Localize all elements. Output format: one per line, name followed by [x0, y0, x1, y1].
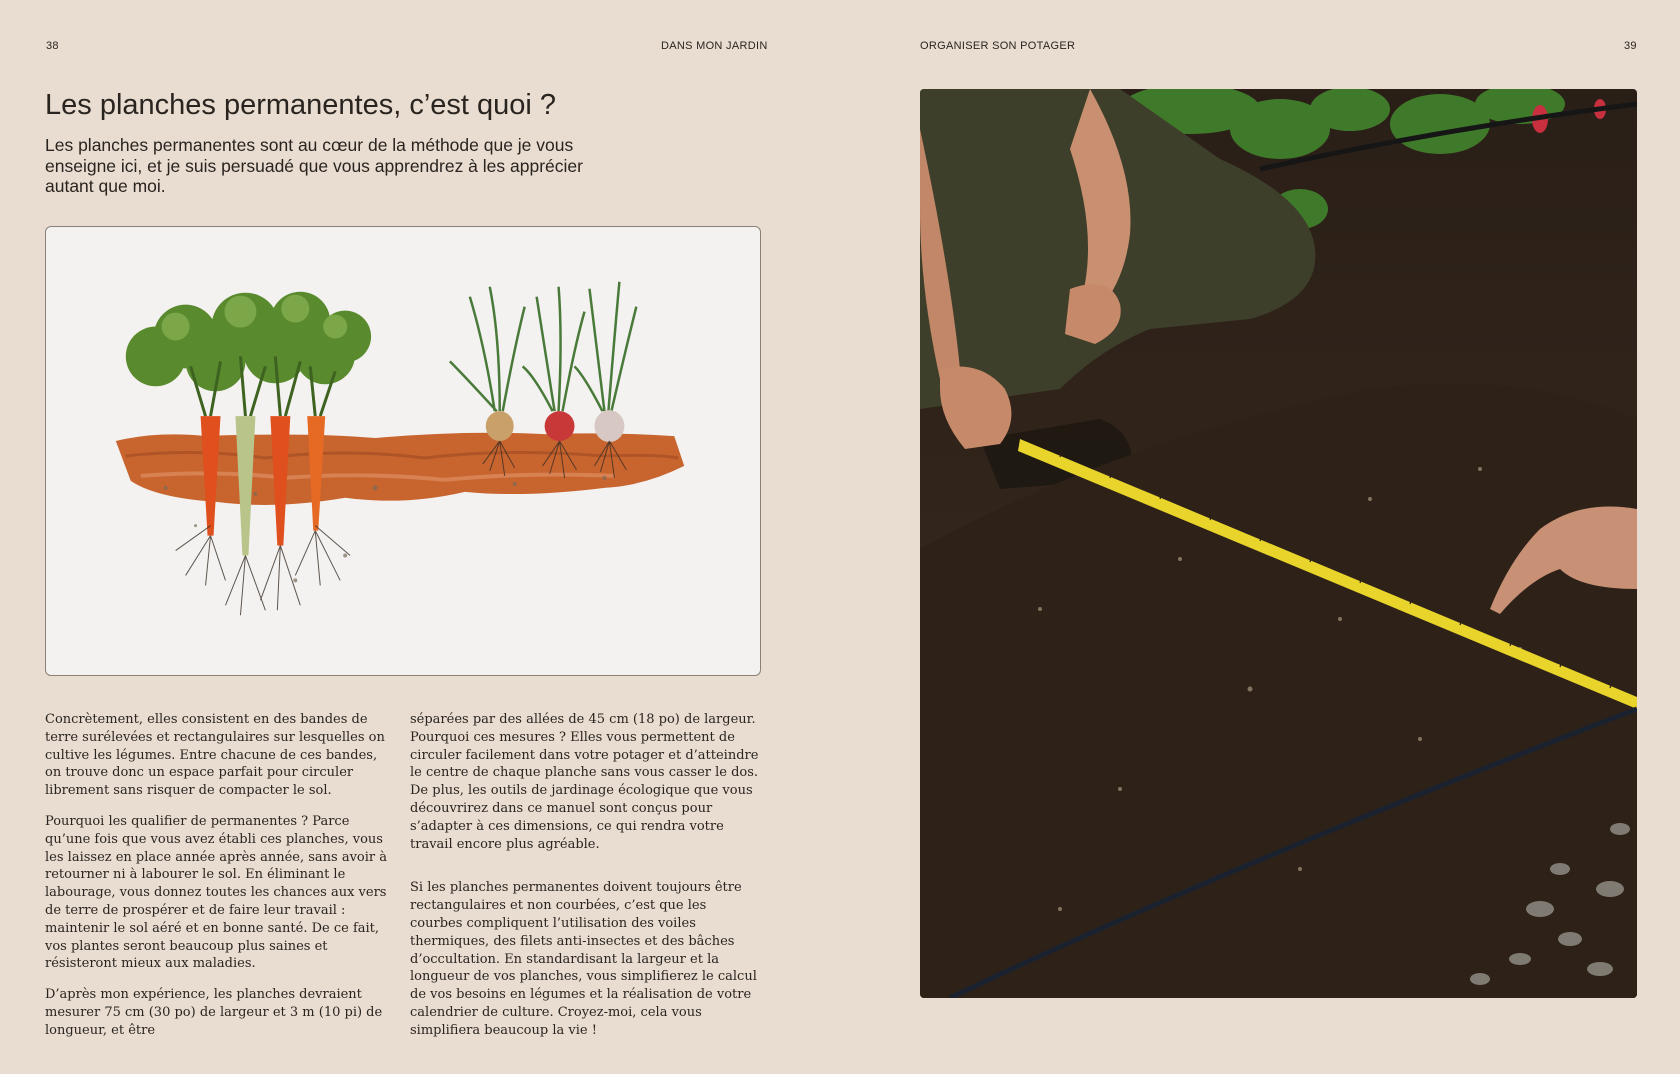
paragraph: séparées par des allées de 45 cm (18 po) de largeur. Pourquoi ces mesures ? Elles vous permettent de circuler facilement dans votre potager et d’atteindre le centre de chaque planche sans vous casser le dos. De plus, les outils de jardinage écologique que vous découvrirez dans ce manuel sont conçus pour s’adapter à ces dimensions, ce qui rendra votre travail encore plus agréable. [410, 712, 759, 852]
right-page-number: 39 [1624, 40, 1637, 52]
right-running-head: ORGANISER SON POTAGER [920, 40, 1076, 52]
page-bottom-edge [0, 1074, 1680, 1081]
paragraph: Pourquoi les qualifier de permanentes ? Parce qu’une fois que vous avez établi ces planches, vous les laissez en place année après année, sans avoir à retourner ni à labourer le sol. En éliminant le labourage, vous donnez toutes les chances aux vers de terre de prospérer et de faire leur travail : maintenir le sol aéré et en bonne santé. De ce fait, vos plantes seront beaucoup plus saines et résisteront mieux aux maladies. [45, 813, 387, 972]
vegetable-bed-illustration [45, 226, 761, 676]
paragraph: D’après mon expérience, les planches devraient mesurer 75 cm (30 po) de largeur et 3 m (10 pi) de longueur, et être [45, 987, 383, 1038]
garden-bed-measuring-photo [920, 89, 1637, 998]
article-title: Les planches permanentes, c’est quoi ? [45, 89, 557, 121]
soil-band [116, 433, 684, 505]
body-column-left [45, 711, 395, 1053]
paragraph: Si les planches permanentes doivent toujours être rectangulaires et non courbées, c’est que les courbes compliquent l’utilisation des voiles thermiques, des filets anti-insectes et des bâches d’occultation. En standardisant la largeur et la longueur de vos planches, vous simplifierez le calcul de vos besoins en légumes et la réalisation de votre calendrier de culture. Croyez-moi, cela vous simplifiera beaucoup la vie ! [410, 880, 757, 1038]
body-column-right [410, 711, 760, 1053]
left-running-head: DANS MON JARDIN [661, 40, 768, 52]
article-lede: Les planches permanentes sont au cœur de la méthode que je vous enseigne ici, et je suis persuadé que vous apprendrez à les apprécier autant que moi. [45, 135, 583, 196]
allium-leaves [450, 282, 636, 411]
allium-bulbs [486, 410, 625, 442]
left-page-number: 38 [46, 40, 59, 52]
paragraph: Concrètement, elles consistent en des bandes de terre surélevées et rectangulaires sur lesquelles on cultive les légumes. Entre chacune de ces bandes, on trouve donc un espace parfait pour circuler librement sans risquer de compacter le sol. [45, 712, 385, 799]
